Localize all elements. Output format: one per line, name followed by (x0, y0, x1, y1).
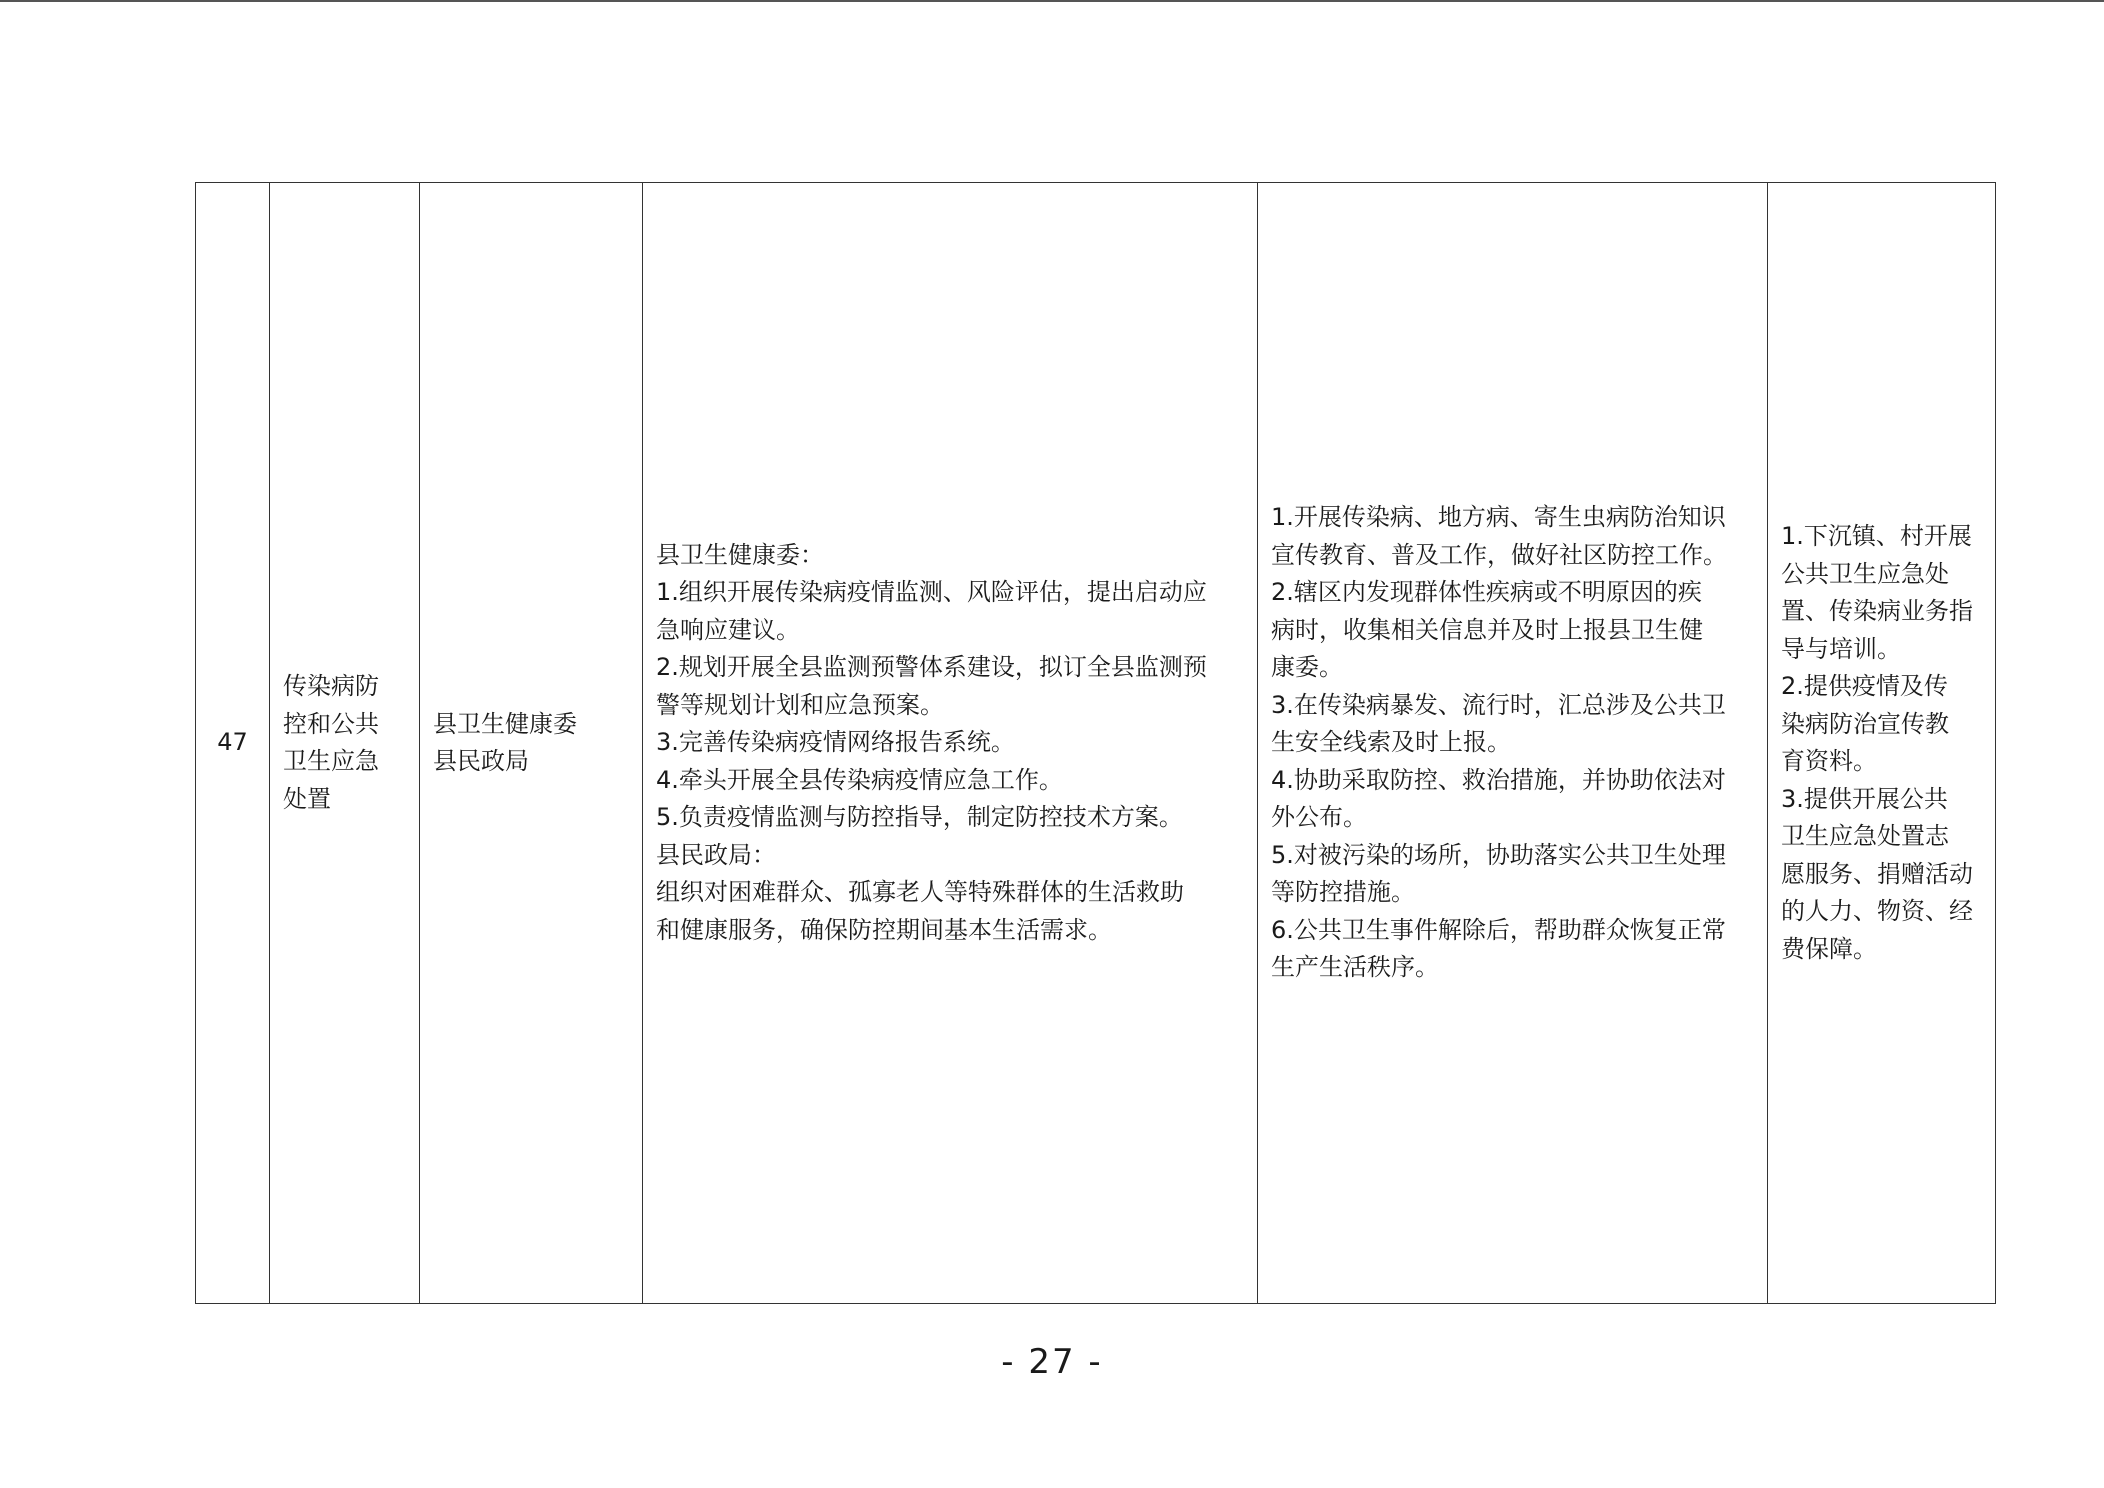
row-number: 47 (196, 183, 270, 1304)
town-duty-line: 2.辖区内发现群体性疾病或不明原因的疾 (1271, 578, 1702, 607)
town-duty-line: 1.开展传染病、地方病、寄生虫病防治知识 (1271, 503, 1726, 532)
town-duties-cell (1258, 183, 1768, 1304)
village-duty-line: 置、传染病业务指 (1781, 597, 1973, 625)
department-line: 县卫生健康委 (433, 709, 577, 738)
town-duty-line: 康委。 (1271, 653, 1343, 682)
town-duty-line: 生产生活秩序。 (1271, 953, 1439, 982)
town-duty-line: 3.在传染病暴发、流行时，汇总涉及公共卫 (1271, 690, 1726, 719)
village-duty-line: 1.下沉镇、村开展 (1781, 522, 1972, 550)
county-duty-line: 2.规划开展全县监测预警体系建设，拟订全县监测预 (656, 653, 1207, 682)
county-duty-line: 警等规划计划和应急预案。 (656, 690, 944, 719)
village-duty-line: 导与培训。 (1781, 634, 1901, 663)
county-duty-line: 组织对困难群众、孤寡老人等特殊群体的生活救助 (656, 878, 1184, 907)
county-duty-line: 4.牵头开展全县传染病疫情应急工作。 (656, 765, 1063, 794)
village-duties-cell (1768, 183, 1996, 1304)
department-cell (420, 183, 643, 1304)
town-duty-line: 生安全线索及时上报。 (1271, 728, 1511, 757)
item-name-line: 处置 (283, 784, 331, 813)
duty-table (195, 182, 1996, 1304)
county-duty-line: 县卫生健康委： (656, 540, 824, 569)
village-duty-line: 公共卫生应急处 (1781, 559, 1949, 588)
item-name-line: 卫生应急 (283, 747, 379, 775)
item-name-line: 控和公共 (283, 709, 379, 738)
page-number: - 27 - (1001, 1342, 1103, 1382)
village-duty-line: 2.提供疫情及传 (1781, 672, 1948, 700)
village-duty-line: 费保障。 (1781, 934, 1877, 963)
town-duty-line: 外公布。 (1271, 803, 1367, 832)
village-duty-line: 愿服务、捐赠活动 (1781, 859, 1973, 888)
town-duty-line: 等防控措施。 (1271, 878, 1415, 907)
county-duty-line: 和健康服务，确保防控期间基本生活需求。 (656, 915, 1112, 944)
county-duty-line: 1.组织开展传染病疫情监测、风险评估，提出启动应 (656, 578, 1207, 607)
county-duties-cell (643, 183, 1258, 1304)
item-name-line: 传染病防 (283, 672, 379, 700)
county-duty-line: 3.完善传染病疫情网络报告系统。 (656, 728, 1015, 757)
town-duty-line: 宣传教育、普及工作，做好社区防控工作。 (1271, 540, 1727, 569)
village-duty-line: 育资料。 (1781, 747, 1877, 775)
town-duty-line: 6.公共卫生事件解除后，帮助群众恢复正常 (1271, 915, 1726, 944)
village-duty-line: 卫生应急处置志 (1781, 822, 1949, 850)
county-duty-line: 县民政局： (656, 840, 776, 869)
town-duty-line: 病时，收集相关信息并及时上报县卫生健 (1271, 615, 1703, 644)
town-duty-line: 4.协助采取防控、救治措施，并协助依法对 (1271, 765, 1726, 794)
town-duty-line: 5.对被污染的场所，协助落实公共卫生处理 (1271, 840, 1726, 869)
table-row (196, 183, 1996, 1304)
village-duty-line: 3.提供开展公共 (1781, 784, 1948, 813)
county-duty-line: 急响应建议。 (656, 615, 800, 644)
item-name-cell (270, 183, 420, 1304)
county-duty-line: 5.负责疫情监测与防控指导，制定防控技术方案。 (656, 803, 1183, 832)
department-line: 县民政局 (433, 747, 529, 775)
village-duty-line: 的人力、物资、经 (1781, 897, 1973, 925)
village-duty-line: 染病防治宣传教 (1781, 709, 1949, 738)
